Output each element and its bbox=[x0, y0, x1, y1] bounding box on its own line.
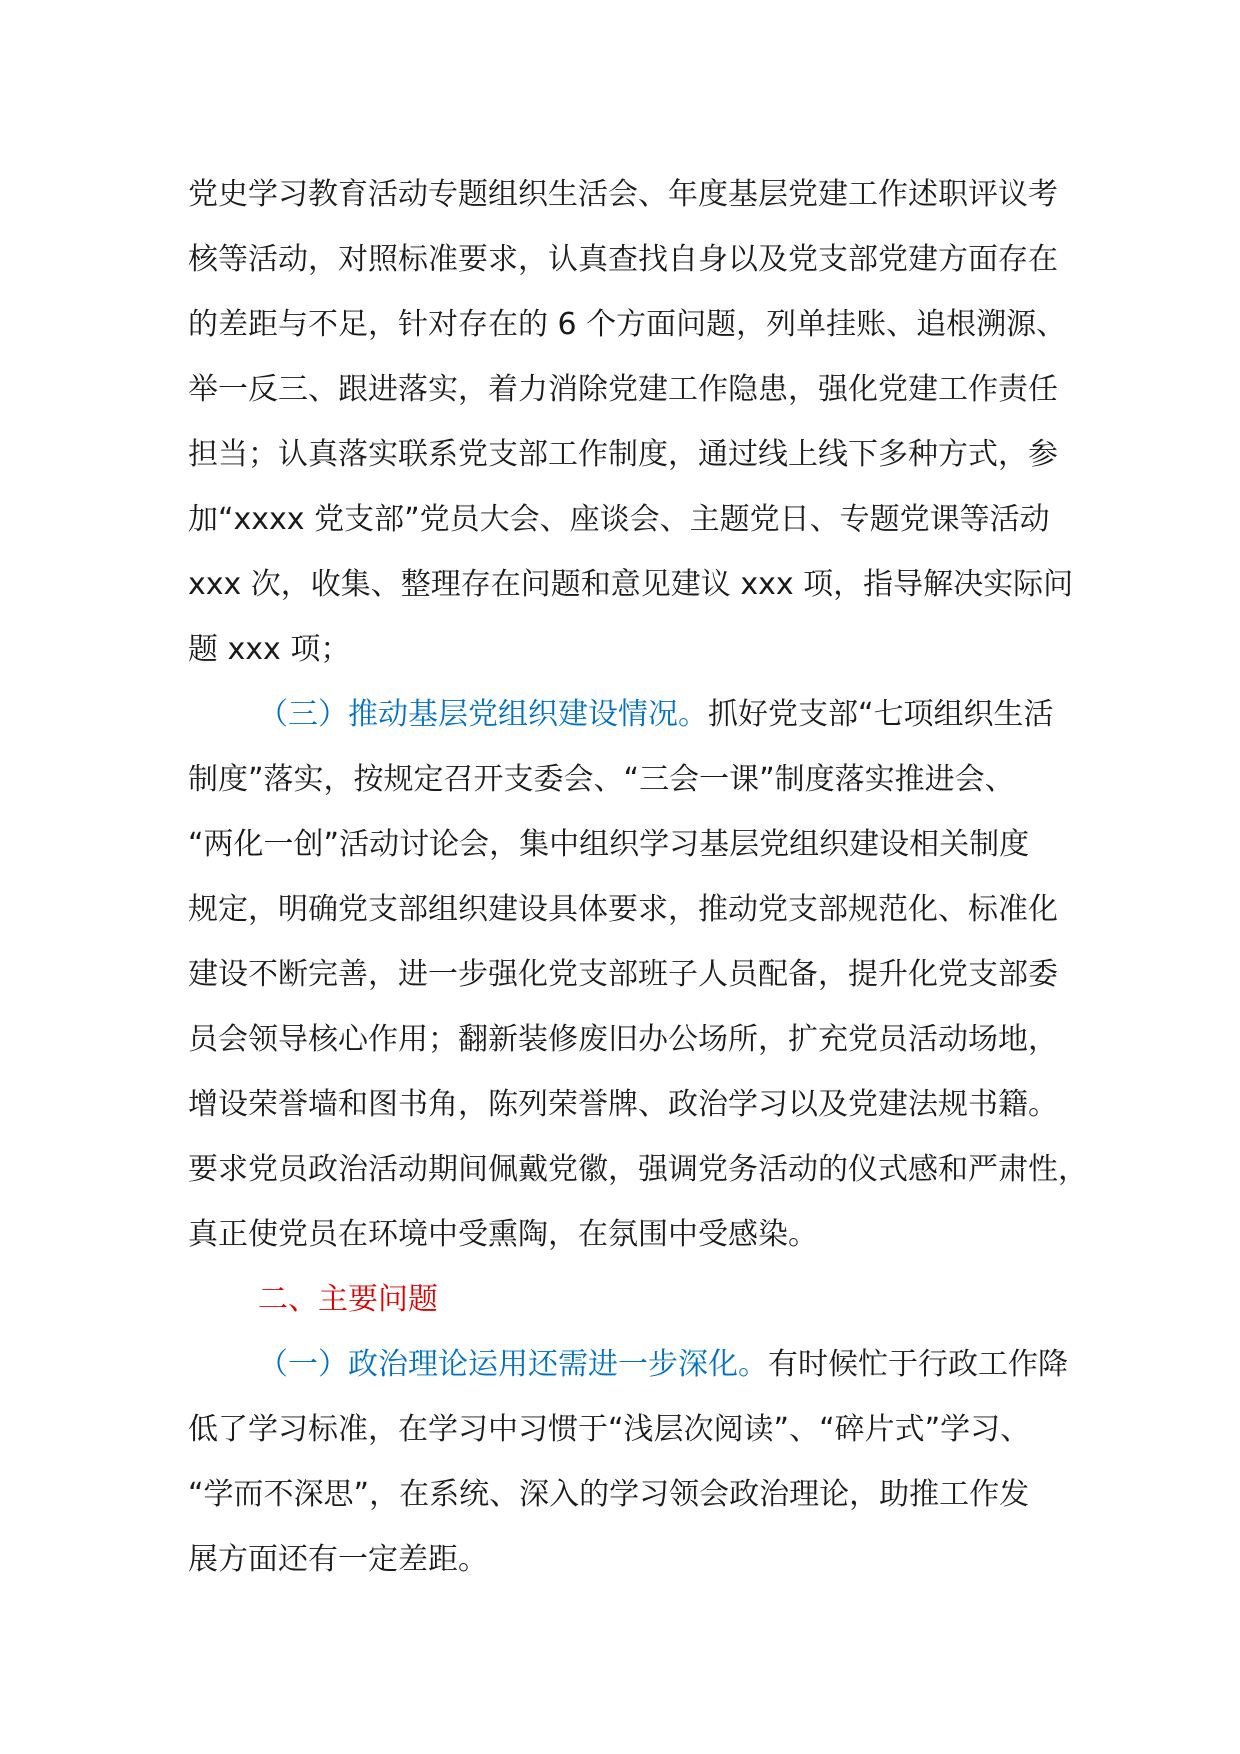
text-line: 建设不断完善，进一步强化党支部班子人员配备，提升化党支部委 bbox=[188, 957, 1058, 992]
text-line: 展方面还有一定差距。 bbox=[188, 1542, 488, 1577]
text-run: 抓好党支部“七项组织生活 bbox=[708, 697, 1054, 732]
text-line: 党史学习教育活动专题组织生活会、年度基层党建工作述职评议考 bbox=[188, 177, 1058, 212]
paragraph-political-theory bbox=[188, 1332, 1084, 1592]
text-line: 要求党员政治活动期间佩戴党徽，强调党务活动的仪式感和严肃性， bbox=[188, 1152, 1088, 1187]
subsection-heading-1: （一）政治理论运用还需进一步深化。 bbox=[258, 1347, 768, 1382]
text-line: 制度”落实，按规定召开支委会、“三会一课”制度落实推进会、 bbox=[188, 762, 1015, 797]
text-line: 员会领导核心作用；翻新装修废旧办公场所，扩充党员活动场地， bbox=[188, 1022, 1058, 1057]
text-line: “学而不深思”，在系统、深入的学习领会政治理论，助推工作发 bbox=[188, 1477, 1030, 1512]
text-line bbox=[188, 682, 1084, 747]
text-line: 题 xxx 项； bbox=[188, 632, 351, 667]
text-line: 举一反三、跟进落实，着力消除党建工作隐患，强化党建工作责任 bbox=[188, 372, 1058, 407]
document-body bbox=[188, 162, 1088, 1592]
section-heading-main-problems: 二、主要问题 bbox=[258, 1282, 438, 1317]
text-line: 担当；认真落实联系党支部工作制度，通过线上线下多种方式，参 bbox=[188, 437, 1058, 472]
paragraph-grassroots-organization bbox=[188, 682, 1088, 1267]
text-line: 增设荣誉墙和图书角，陈列荣誉牌、政治学习以及党建法规书籍。 bbox=[188, 1087, 1058, 1122]
text-line: 加“xxxx 党支部”党员大会、座谈会、主题党日、专题党课等活动 bbox=[188, 502, 1050, 537]
text-line: 的差距与不足，针对存在的 6 个方面问题，列单挂账、追根溯源、 bbox=[188, 307, 1067, 342]
text-run: 有时候忙于行政工作降 bbox=[768, 1347, 1068, 1382]
text-line: 低了学习标准，在学习中习惯于“浅层次阅读”、“碎片式”学习、 bbox=[188, 1412, 1031, 1447]
text-line: “两化一创”活动讨论会，集中组织学习基层党组织建设相关制度 bbox=[188, 827, 1030, 862]
text-line: 规定，明确党支部组织建设具体要求，推动党支部规范化、标准化 bbox=[188, 892, 1058, 927]
subsection-heading-3: （三）推动基层党组织建设情况。 bbox=[258, 697, 708, 732]
text-line: xxx 次，收集、整理存在问题和意见建议 xxx 项，指导解决实际问 bbox=[188, 567, 1074, 602]
paragraph-party-history-activities bbox=[188, 162, 1084, 682]
text-line: 真正使党员在环境中受熏陶，在氛围中受感染。 bbox=[188, 1217, 818, 1252]
text-line: 核等活动，对照标准要求，认真查找自身以及党支部党建方面存在 bbox=[188, 242, 1058, 277]
text-line bbox=[188, 1332, 1084, 1397]
